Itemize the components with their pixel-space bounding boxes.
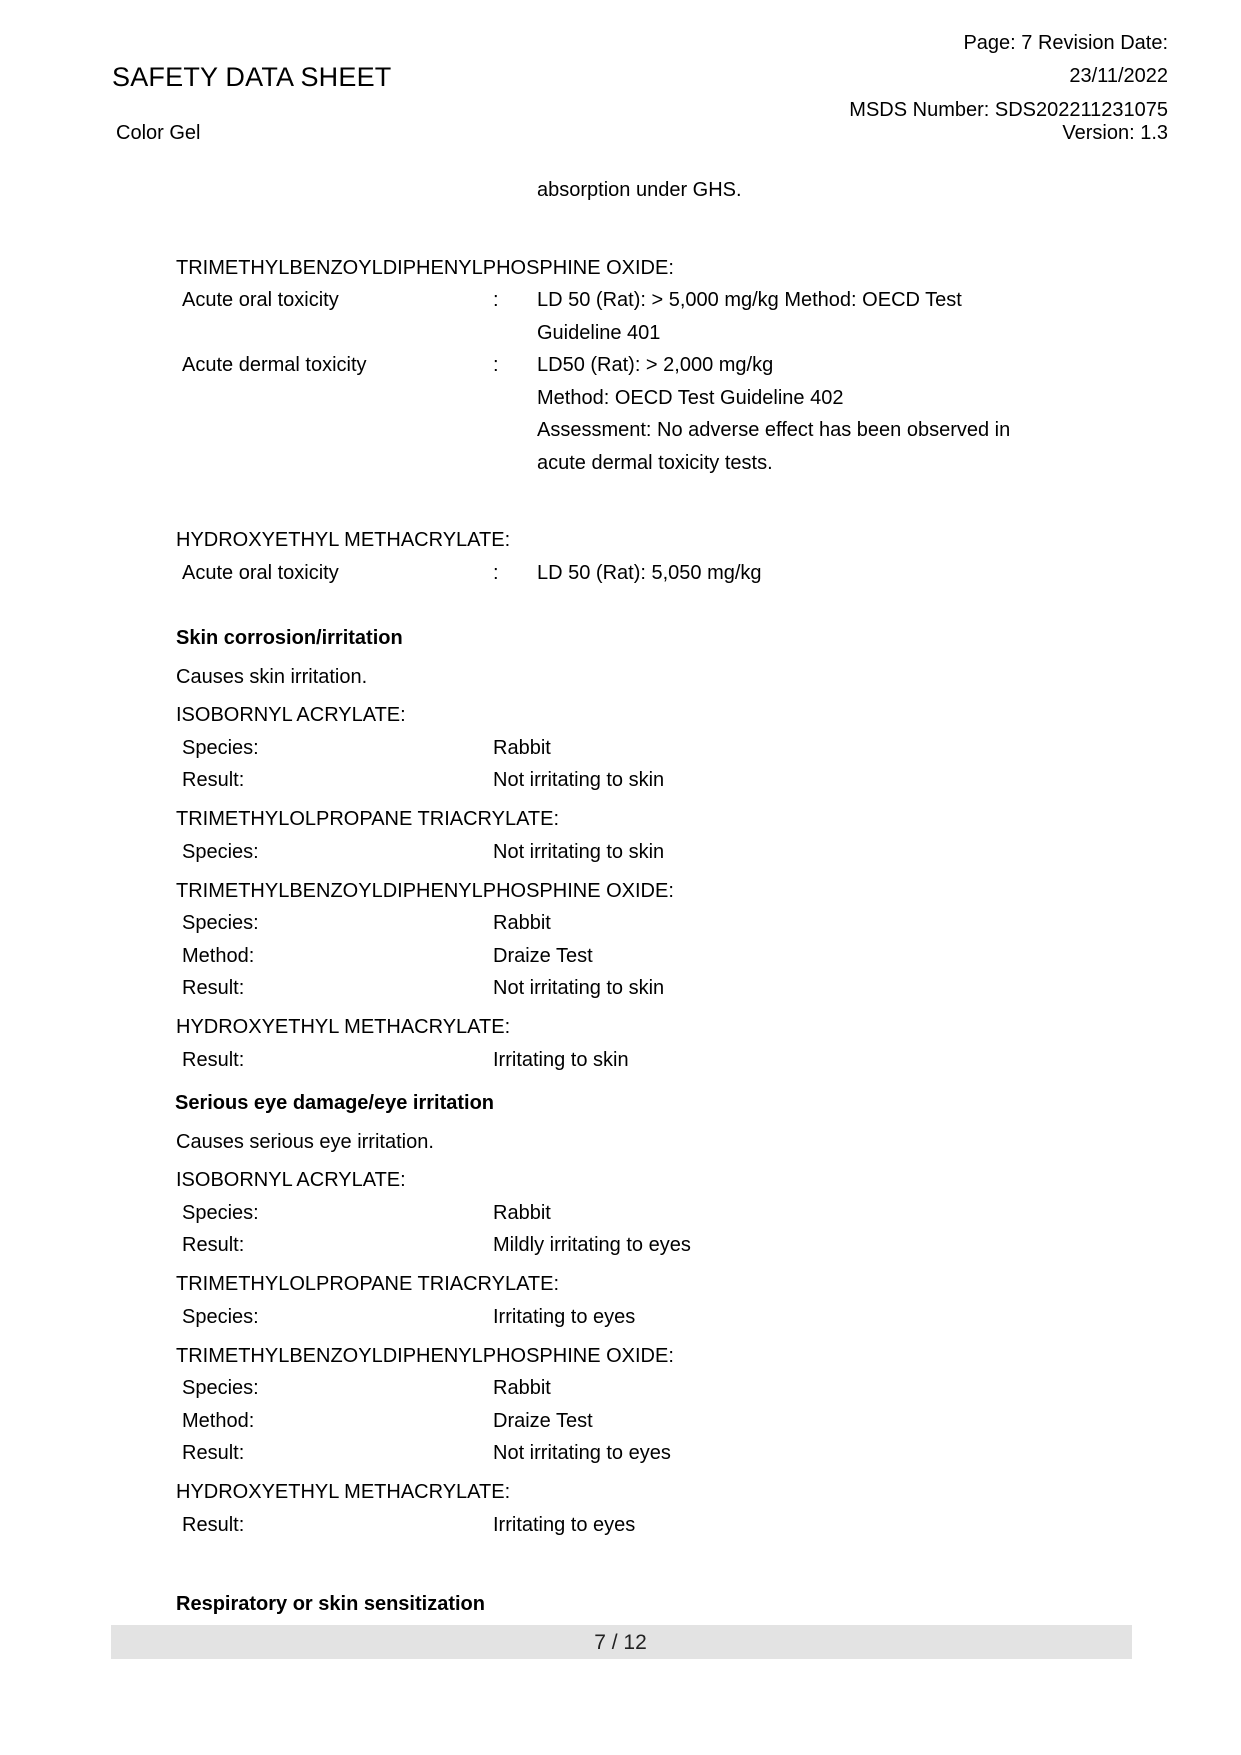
acute-dermal-label: Acute dermal toxicity <box>182 354 367 376</box>
document-title: SAFETY DATA SHEET <box>112 62 392 92</box>
acute-dermal-value: LD50 (Rat): > 2,000 mg/kg <box>537 354 774 376</box>
eye-summary: Causes serious eye irritation. <box>176 1131 434 1153</box>
skin-summary: Causes skin irritation. <box>176 666 368 688</box>
field-value: Rabbit <box>493 737 551 759</box>
field-label: Result: <box>182 769 245 791</box>
field-label: Species: <box>182 1202 259 1224</box>
substance-heading: TRIMETHYLBENZOYLDIPHENYLPHOSPHINE OXIDE: <box>176 1345 674 1367</box>
field-value: Not irritating to eyes <box>493 1442 671 1464</box>
colon-separator: : <box>493 562 499 584</box>
substance-heading: TRIMETHYLOLPROPANE TRIACRYLATE: <box>176 808 560 830</box>
field-label: Method: <box>182 1410 255 1432</box>
acute-oral-label: Acute oral toxicity <box>182 289 339 311</box>
substance-heading: TRIMETHYLBENZOYLDIPHENYLPHOSPHINE OXIDE: <box>176 880 674 902</box>
field-value: Rabbit <box>493 1377 551 1399</box>
field-label: Species: <box>182 737 259 759</box>
colon-separator: : <box>493 354 499 376</box>
field-value: Mildly irritating to eyes <box>493 1234 691 1256</box>
section-heading-eye: Serious eye damage/eye irritation <box>175 1092 495 1114</box>
field-label: Result: <box>182 977 245 999</box>
acute-oral-value: LD 50 (Rat): 5,050 mg/kg <box>537 562 762 584</box>
section-heading-skin: Skin corrosion/irritation <box>176 627 403 649</box>
field-value: Irritating to eyes <box>493 1306 636 1328</box>
acute-oral-value: LD 50 (Rat): > 5,000 mg/kg Method: OECD Test <box>537 289 962 311</box>
version: Version: 1.3 <box>1062 122 1168 144</box>
field-label: Result: <box>182 1049 245 1071</box>
substance-heading: TRIMETHYLOLPROPANE TRIACRYLATE: <box>176 1273 560 1295</box>
field-label: Species: <box>182 1377 259 1399</box>
substance-heading: TRIMETHYLBENZOYLDIPHENYLPHOSPHINE OXIDE: <box>176 257 674 279</box>
field-label: Species: <box>182 1306 259 1328</box>
field-label: Method: <box>182 945 255 967</box>
page-revision-label: Page: 7 Revision Date: <box>963 32 1168 54</box>
field-value: Not irritating to skin <box>493 769 665 791</box>
field-value: Irritating to eyes <box>493 1514 636 1536</box>
field-value: Irritating to skin <box>493 1049 629 1071</box>
continued-text: absorption under GHS. <box>537 179 742 201</box>
substance-heading: ISOBORNYL ACRYLATE: <box>176 1169 406 1191</box>
field-label: Result: <box>182 1442 245 1464</box>
field-label: Species: <box>182 912 259 934</box>
acute-dermal-assessment: Assessment: No adverse effect has been observed in <box>537 419 1011 441</box>
field-value: Not irritating to skin <box>493 977 665 999</box>
field-label: Result: <box>182 1234 245 1256</box>
field-value: Draize Test <box>493 1410 593 1432</box>
acute-dermal-method: Method: OECD Test Guideline 402 <box>537 387 844 409</box>
colon-separator: : <box>493 289 499 311</box>
field-value: Draize Test <box>493 945 593 967</box>
field-label: Species: <box>182 841 259 863</box>
substance-heading: HYDROXYETHYL METHACRYLATE: <box>176 529 511 551</box>
product-name: Color Gel <box>116 122 201 144</box>
substance-heading: HYDROXYETHYL METHACRYLATE: <box>176 1481 511 1503</box>
substance-heading: ISOBORNYL ACRYLATE: <box>176 704 406 726</box>
revision-date: 23/11/2022 <box>1069 65 1168 87</box>
msds-number: MSDS Number: SDS202211231075 <box>849 99 1168 121</box>
page-indicator: 7 / 12 <box>594 1631 647 1654</box>
substance-heading: HYDROXYETHYL METHACRYLATE: <box>176 1016 511 1038</box>
field-label: Result: <box>182 1514 245 1536</box>
acute-oral-label: Acute oral toxicity <box>182 562 339 584</box>
acute-dermal-assessment-cont: acute dermal toxicity tests. <box>537 452 773 474</box>
field-value: Rabbit <box>493 912 551 934</box>
acute-oral-value-cont: Guideline 401 <box>537 322 661 344</box>
field-value: Not irritating to skin <box>493 841 665 863</box>
section-heading-sensitization: Respiratory or skin sensitization <box>176 1593 485 1615</box>
field-value: Rabbit <box>493 1202 551 1224</box>
